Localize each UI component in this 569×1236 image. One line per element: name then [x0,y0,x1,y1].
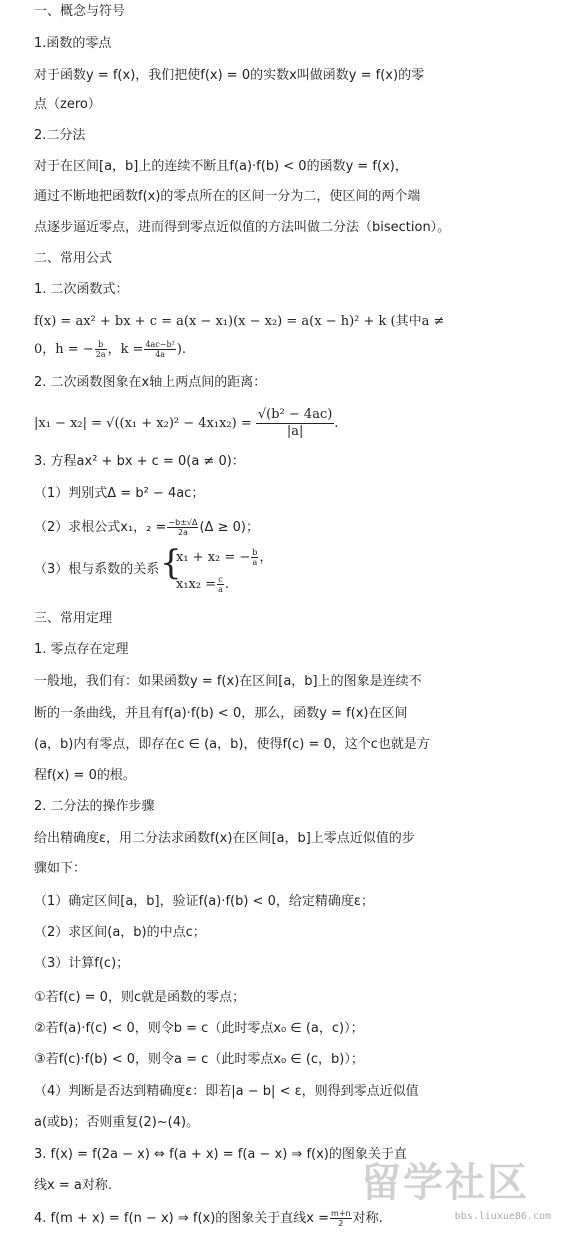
distance-formula [34,407,338,440]
paragraph-line: 断的一条曲线，并且有f(a)·f(b) < 0，那么，函数y = f(x)在区间 [34,706,408,721]
paragraph-line: 点（zero） [34,97,101,112]
fraction-numerator: 4ac−b² [145,340,175,349]
formula-text: ). [176,342,187,357]
formula-heading: 2. 二次函数图象在x轴上两点间的距离： [34,375,267,390]
paragraph-line: 通过不断地把函数f(x)的零点所在的区间一分为二，使区间的两个端 [34,189,421,204]
fraction-numerator: m+n [331,1209,351,1218]
formula-text: 4. f(m + x) = f(n − x) ⇒ f(x)的图象关于直线x = [34,1211,330,1226]
formula-heading: 1. 二次函数式： [34,282,129,297]
formula-text: x₁x₂ = [176,577,217,592]
fraction-numerator: c [218,575,223,584]
fraction-mn-2 [330,1209,352,1228]
fraction-denominator: 4a [155,350,166,359]
subheading-function-zero: 1.函数的零点 [34,36,112,51]
paragraph-line: 骤如下： [34,861,87,876]
fraction-denominator: a [218,585,223,594]
fraction-distance [256,407,334,440]
quadratic-formula-continued [34,340,186,359]
discriminant-line: （1）判别式Δ = b² − 4ac； [34,486,205,501]
step-item: （1）确定区间[a，b]，验证f(a)·f(b) < 0，给定精确度ε； [34,894,374,909]
paragraph-line: 给出精确度ε，用二分法求函数f(x)在区间[a，b]上零点近似值的步 [34,831,415,846]
theorem-heading: 1. 零点存在定理 [34,642,129,657]
step-item: （4）判断是否达到精确度ε：即若|a − b| < ε，则得到零点近似值 [34,1084,419,1099]
vieta-label: （3）根与系数的关系 [34,562,160,577]
sub-step-item: ②若f(a)·f(c) < 0，则令b = c（此时零点x₀ ∈ (a，c)）； [34,1021,364,1036]
formula-text: (Δ ≥ 0)； [199,520,259,535]
watermark-url: bbs.liuxue86.com [454,1211,551,1222]
step-item: （3）计算f(c)； [34,956,130,971]
sub-step-item: ③若f(c)·f(b) < 0，则令a = c（此时零点x₀ ∈ (c，b)）； [34,1052,364,1067]
steps-heading: 2. 二分法的操作步骤 [34,799,155,814]
formula-text: 对称. [352,1211,383,1226]
paragraph-line: 点逐步逼近零点，进而得到零点近似值的方法叫做二分法（bisection）。 [34,220,451,235]
root-formula-line [34,518,259,537]
paragraph-line: (a，b)内有零点，即存在c ∈ (a，b)，使得f(c) = 0，这个c也就是方 [34,737,430,752]
formula-text: （2）求根公式x₁，₂ = [34,520,167,535]
fraction-b-a [251,548,258,567]
paragraph-line: 一般地，我们有：如果函数y = f(x)在区间[a，b]上的图象是连续不 [34,674,422,689]
fraction-denominator: 2a [177,528,188,537]
fraction-numerator: √(b² − 4ac) [257,407,333,422]
fraction-denominator: a [252,558,258,567]
equation-heading: 3. 方程ax² + bx + c = 0(a ≠ 0)： [34,454,245,469]
paragraph-line: 对于函数y = f(x)，我们把使f(x) = 0的实数x叫做函数y = f(x)的零 [34,68,425,83]
formula-text: ，k = [107,342,144,357]
sub-step-item: ①若f(c) = 0，则c就是函数的零点； [34,990,246,1005]
vieta-sum [176,548,272,567]
fraction-b-2a [95,340,107,359]
fraction-c-a [217,575,224,594]
section-heading-2: 二、常用公式 [34,251,113,266]
formula-text: |x₁ − x₂| = √((x₁ + x₂)² − 4x₁x₂) = [34,416,252,431]
paragraph-line: 对于在区间[a，b]上的连续不断且f(a)·f(b) < 0的函数y = f(x)， [34,159,408,174]
fraction-numerator: b [252,548,258,557]
subheading-bisection: 2.二分法 [34,128,86,143]
fraction-denominator: 2 [338,1219,344,1228]
formula-text: ， [259,550,273,565]
symmetry-line-2 [34,1209,383,1228]
fraction-denominator: |a| [286,424,304,439]
watermark-logo: 留学社区 [361,1160,529,1206]
fraction-numerator: −b±√Δ [168,518,198,527]
formula-text: x₁ + x₂ = − [176,550,251,565]
step-item: （2）求区间(a，b)的中点c； [34,925,206,940]
section-heading-3: 三、常用定理 [34,611,113,626]
left-brace-icon: { [160,543,182,583]
paragraph-line: a(或b)；否则重复(2)~(4)。 [34,1115,200,1130]
vieta-product [176,575,229,594]
section-heading-1: 一、概念与符号 [34,4,126,19]
quadratic-formula-line: f(x) = ax² + bx + c = a(x − x₁)(x − x₂) = a(x − h)² + k (其中a ≠ [34,314,445,329]
symmetry-line: 3. f(x) = f(2a − x) ⇔ f(a + x) = f(a − x) ⇒ f(x)的图象关于直 [34,1147,407,1162]
paragraph-line: 程f(x) = 0的根。 [34,768,136,783]
fraction-numerator: b [95,340,107,350]
formula-text: 0，h = − [34,342,94,357]
formula-text: . [224,577,230,592]
formula-text: . [334,416,339,431]
fraction-root [167,518,198,537]
paragraph-line: 线x = a对称. [34,1178,112,1193]
fraction-denominator: 2a [95,350,106,359]
fraction-k [144,340,175,359]
